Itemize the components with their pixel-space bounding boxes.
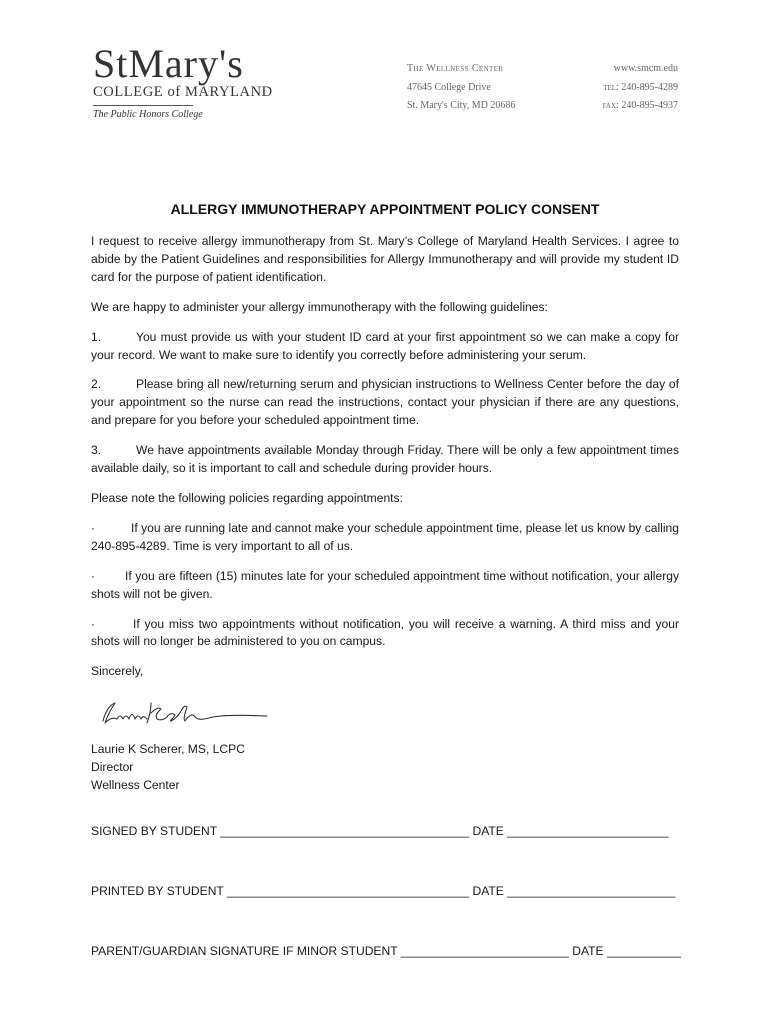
guideline-number: 3. (91, 443, 102, 458)
bullet-icon: · (91, 616, 96, 631)
bullet-icon: · (91, 520, 96, 535)
signed-by-student-field[interactable]: SIGNED BY STUDENT _____________________________________ DATE ________________________ (91, 824, 669, 838)
guideline-text: You must provide us with your student ID card at your first appointment so we can make a copy for your record. We want to make sure to identify you correctly before administering your serum. (91, 329, 679, 362)
tel-label: tel: (603, 81, 619, 93)
policy-text: If you miss two appointments without notification, you will receive a warning. A third miss and your shots will no longer be administered to you on campus. (91, 616, 679, 649)
guardian-signature-field[interactable]: PARENT/GUARDIAN SIGNATURE IF MINOR STUDENT _________________________ DATE ___________ (91, 944, 681, 958)
logo-name: StMary's (93, 41, 244, 86)
signer-name: Laurie K Scherer, MS, LCPC (91, 742, 245, 757)
signer-role: Director (91, 760, 134, 775)
intro-paragraph: I request to receive allergy immunotherapy from St. Mary’s College of Maryland Health Services. I agree to abide by the Patient Guidelines and responsibilities for Allergy Immunotherapy and will provide my student ID card for the purpose of patient identification. (91, 234, 679, 284)
document-title: ALLERGY IMMUNOTHERAPY APPOINTMENT POLICY CONSENT (170, 201, 600, 217)
contact-block (603, 60, 678, 116)
fax-label: fax: (602, 100, 619, 111)
tel-number: 240-895-4289 (621, 81, 678, 93)
bullet-icon: · (91, 568, 96, 583)
street-address: 47645 College Drive (407, 81, 491, 93)
policy-item (91, 616, 679, 652)
guideline-number: 1. (91, 329, 102, 344)
policies-lead: Please note the following policies regarding appointments: (91, 490, 403, 505)
address-block (407, 60, 515, 116)
document-body (91, 233, 679, 795)
guideline-item (91, 442, 679, 478)
phone-line (603, 79, 678, 98)
policy-item (91, 520, 679, 556)
policy-text: If you are fifteen (15) minutes late for your scheduled appointment time without notification, your allergy shots will not be given. (91, 568, 679, 601)
guideline-text: We have appointments available Monday through Friday. There will be only a few appointment times available daily, so it is important to call and schedule during provider hours. (91, 443, 679, 476)
fax-number: 240-895-4937 (621, 100, 678, 111)
fax-line (603, 97, 678, 116)
guideline-item (91, 329, 679, 365)
printed-by-student-field[interactable]: PRINTED BY STUDENT ____________________________________ DATE _________________________ (91, 884, 676, 898)
signer-dept: Wellness Center (91, 778, 180, 793)
city-address: St. Mary's City, MD 20686 (407, 100, 516, 111)
logo-college: COLLEGE of MARYLAND (93, 84, 273, 100)
guideline-item (91, 376, 679, 430)
policy-text: If you are running late and cannot make your schedule appointment time, please let us know by calling 240-895-4289. Time is very important to all of us. (91, 520, 679, 553)
logo-tagline: The Public Honors College (93, 109, 203, 120)
guidelines-lead: We are happy to administer your allergy immunotherapy with the following guidelines: (91, 299, 548, 314)
handwritten-signature-icon (95, 695, 275, 731)
closing: Sincerely, (91, 664, 144, 679)
signer-block (91, 741, 679, 795)
guideline-text: Please bring all new/returning serum and physician instructions to Wellness Center before the day of your appointment so the nurse can read the instructions, contact your physician if there are any questions, and prepare for you before your scheduled appointment time. (91, 377, 679, 428)
policy-item (91, 568, 679, 604)
website-link[interactable]: www.smcm.edu (613, 63, 678, 74)
college-logo (93, 41, 283, 120)
guideline-number: 2. (91, 377, 102, 392)
signature-image (95, 695, 679, 731)
logo-divider (93, 105, 193, 106)
center-name: The Wellness Center (407, 63, 504, 74)
